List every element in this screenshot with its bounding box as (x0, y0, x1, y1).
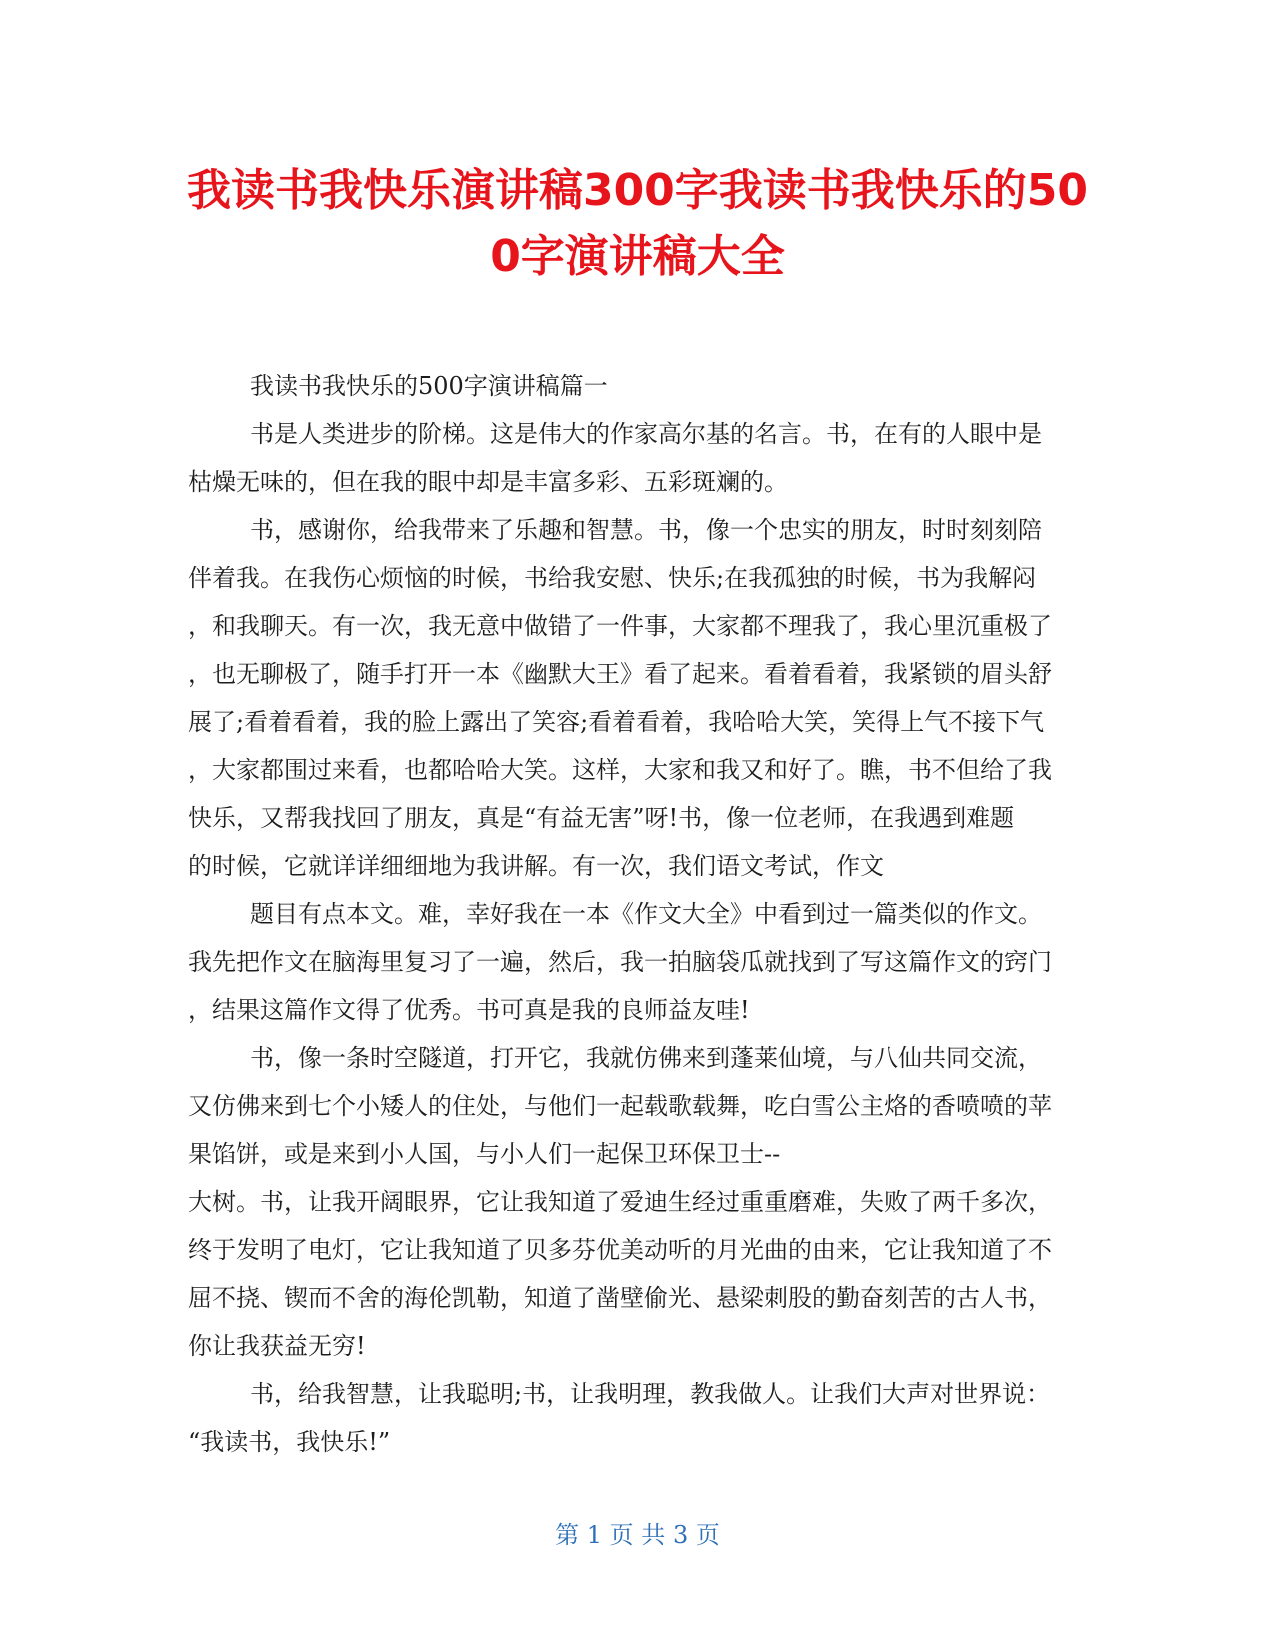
body-text-line: 书，感谢你，给我带来了乐趣和智慧。书，像一个忠实的朋友，时时刻刻陪 (250, 516, 1042, 544)
body-text-line: 快乐，又帮我找回了朋友，真是“有益无害”呀!书，像一位老师，在我遇到难题 (188, 804, 1015, 832)
body-text-line: 伴着我。在我伤心烦恼的时候，书给我安慰、快乐;在我孤独的时候，书为我解闷 (188, 564, 1037, 592)
body-text-line: 书，给我智慧，让我聪明;书，让我明理，教我做人。让我们大声对世界说： (250, 1380, 1051, 1408)
body-text-line: 的时候，它就详详细细地为我讲解。有一次，我们语文考试，作文 (188, 852, 884, 880)
body-text-line: 书，像一条时空隧道，打开它，我就仿佛来到蓬莱仙境，与八仙共同交流， (250, 1044, 1042, 1072)
body-text-line: 题目有点本文。难，幸好我在一本《作文大全》中看到过一篇类似的作文。 (250, 900, 1042, 928)
title-line-2: 0字演讲稿大全 (490, 231, 785, 282)
body-text-line: 枯燥无味的，但在我的眼中却是丰富多彩、五彩斑斓的。 (188, 468, 788, 496)
body-text-line: 展了;看着看着，我的脸上露出了笑容;看着看着，我哈哈大笑，笑得上气不接下气 (188, 708, 1045, 736)
body-text-line: 书是人类进步的阶梯。这是伟大的作家高尔基的名言。书，在有的人眼中是 (250, 420, 1042, 448)
body-text-line: ，和我聊天。有一次，我无意中做错了一件事，大家都不理我了，我心里沉重极了 (188, 612, 1052, 640)
body-text-line: 大树。书，让我开阔眼界，它让我知道了爱迪生经过重重磨难，失败了两千多次， (188, 1188, 1052, 1216)
body-text-line: 又仿佛来到七个小矮人的住处，与他们一起载歌载舞，吃白雪公主烙的香喷喷的苹 (188, 1092, 1052, 1120)
body-text-line: 你让我获益无穷! (188, 1332, 366, 1360)
page-number-footer: 第 1 页 共 3 页 (555, 1521, 720, 1549)
body-text-line: ，大家都围过来看，也都哈哈大笑。这样，大家和我又和好了。瞧，书不但给了我 (188, 756, 1052, 784)
body-text-line: ，也无聊极了，随手打开一本《幽默大王》看了起来。看着看着，我紧锁的眉头舒 (188, 660, 1052, 688)
title-line-1: 我读书我快乐演讲稿300字我读书我快乐的50 (186, 165, 1089, 216)
body-text-line: 果馅饼，或是来到小人国，与小人们一起保卫环保卫士-- (188, 1140, 781, 1168)
body-text-line: 屈不挠、锲而不舍的海伦凯勒，知道了凿壁偷光、悬梁刺股的勤奋刻苦的古人书， (188, 1284, 1052, 1312)
body-text-line: 我先把作文在脑海里复习了一遍，然后，我一拍脑袋瓜就找到了写这篇作文的窍门 (188, 948, 1052, 976)
document-title (170, 158, 1105, 290)
body-text-line: 我读书我快乐的500字演讲稿篇一 (250, 372, 608, 400)
body-text-line: 终于发明了电灯，它让我知道了贝多芬优美动听的月光曲的由来，它让我知道了不 (188, 1236, 1052, 1264)
body-text-line: ，结果这篇作文得了优秀。书可真是我的良师益友哇! (188, 996, 750, 1024)
body-text-line: “我读书，我快乐!” (188, 1428, 391, 1456)
document-body (188, 362, 1093, 1466)
